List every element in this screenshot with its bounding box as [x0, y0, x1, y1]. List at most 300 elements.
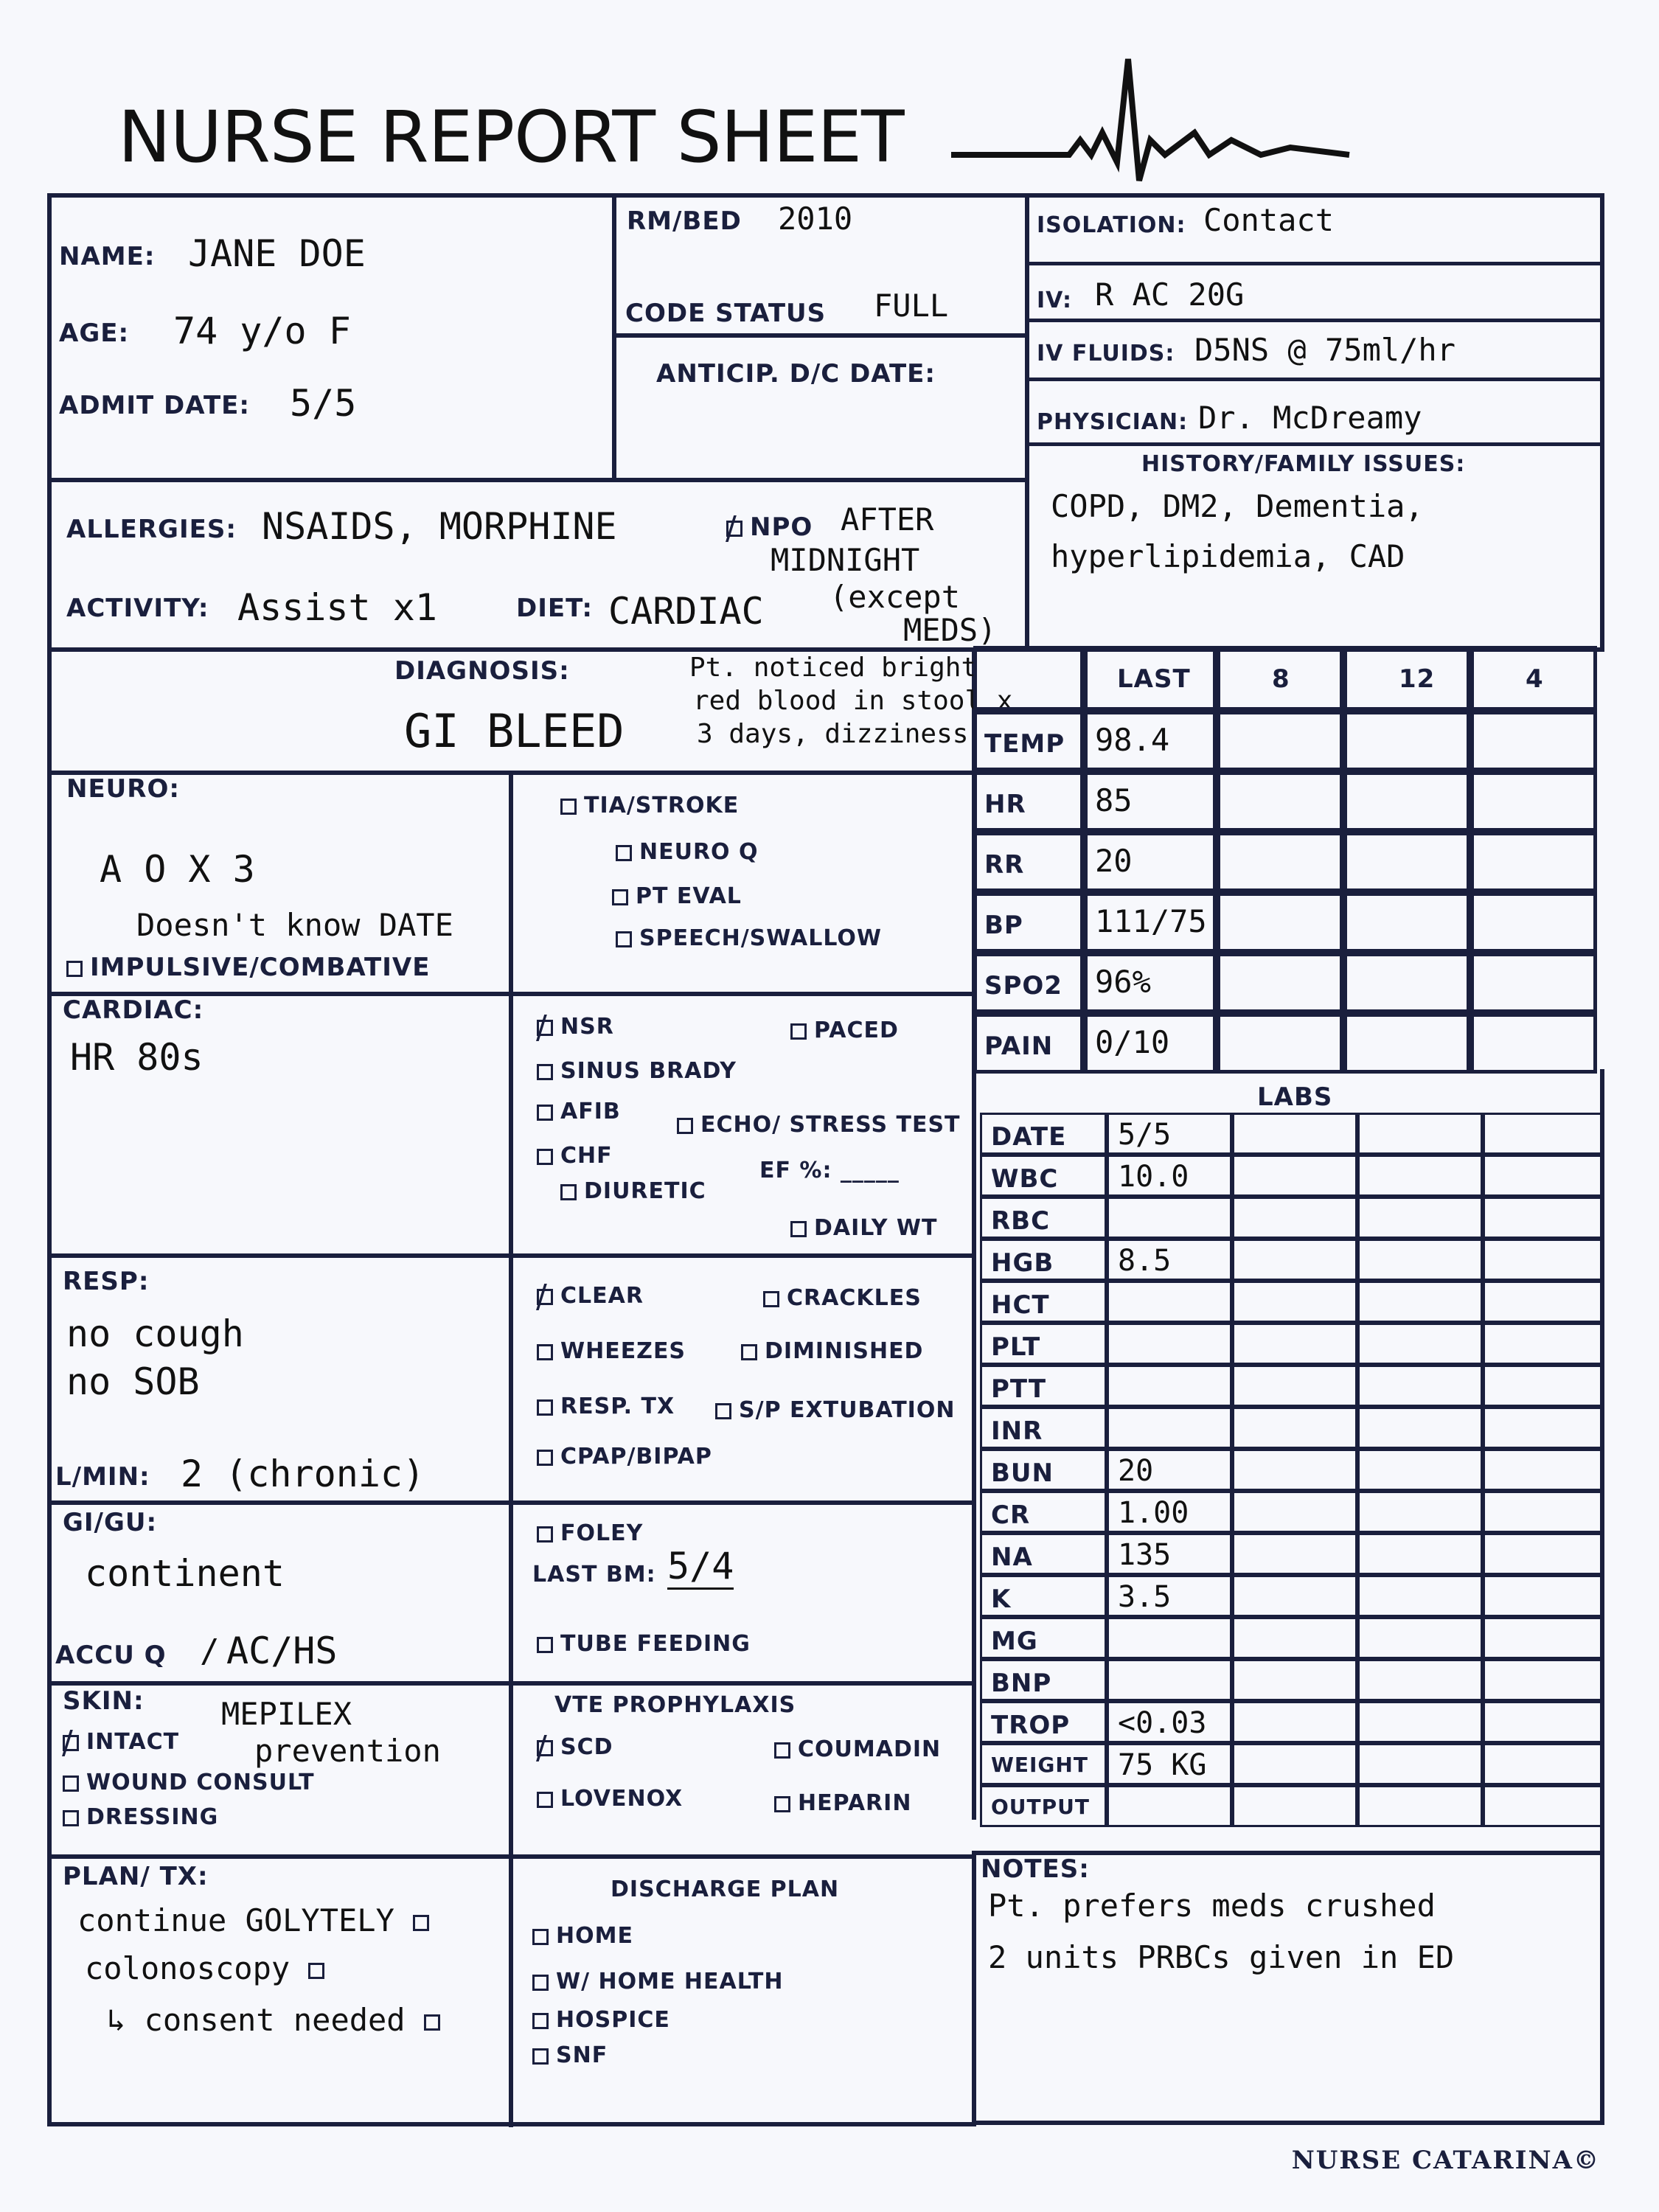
code-status-value[interactable]: FULL [874, 288, 949, 324]
home-health-checkbox[interactable] [532, 1969, 783, 1994]
vitals-entry-cell[interactable] [1343, 1013, 1470, 1074]
lab-value-cell[interactable] [1483, 1239, 1604, 1281]
lab-value-cell[interactable] [1107, 1533, 1232, 1575]
checkbox-icon [616, 845, 632, 861]
admit-date-label: ADMIT DATE: [59, 391, 250, 420]
npo-checkbox[interactable] [726, 512, 813, 542]
plan-line-2[interactable] [85, 1950, 332, 1986]
checkbox-icon [537, 1344, 553, 1360]
physician-value[interactable]: Dr. McDreamy [1198, 400, 1422, 436]
physician-label: PHYSICIAN: [1037, 409, 1189, 435]
lab-value-cell[interactable] [1357, 1533, 1483, 1575]
rm-bed-value[interactable]: 2010 [778, 201, 853, 237]
plan-line-1-text: continue GOLYTELY [77, 1902, 394, 1938]
checked-icon [537, 1020, 553, 1036]
lab-value-cell[interactable] [1232, 1533, 1357, 1575]
checkbox-icon [537, 1526, 553, 1543]
snf-label: SNF [556, 2042, 608, 2068]
activity-value[interactable]: Assist x1 [237, 586, 437, 629]
lab-row-label [980, 1323, 1107, 1365]
neuro-note-1[interactable]: A O X 3 [100, 848, 255, 891]
lab-row-label [980, 1113, 1107, 1155]
skin-note-1[interactable]: MEPILEX [221, 1696, 352, 1732]
cell-text: MG [991, 1627, 1038, 1656]
lab-value-cell[interactable] [1483, 1113, 1604, 1155]
iv-label: IV: [1037, 288, 1073, 313]
foley-checkbox[interactable] [537, 1520, 643, 1546]
checkbox-icon [537, 1399, 553, 1416]
checkbox-icon [532, 1975, 549, 1991]
vitals-header-cell [1217, 646, 1343, 711]
vitals-entry-cell[interactable] [1470, 953, 1597, 1013]
lab-value-cell[interactable] [1483, 1659, 1604, 1701]
cell-text: BP [984, 911, 1023, 940]
page-title: NURSE REPORT SHEET [118, 96, 904, 178]
cell-text: WBC [991, 1164, 1059, 1194]
lab-value-cell[interactable] [1483, 1533, 1604, 1575]
cell-text: PAIN [984, 1032, 1054, 1061]
checked-icon [63, 1735, 79, 1751]
afib-label: AFIB [560, 1099, 621, 1124]
lab-value-cell[interactable] [1107, 1785, 1232, 1827]
sinus-brady-checkbox[interactable] [537, 1058, 737, 1084]
vitals-entry-cell[interactable] [1343, 953, 1470, 1013]
cell-text: 4 [1526, 664, 1544, 694]
vitals-header-cell [1084, 646, 1217, 711]
lab-value-cell[interactable] [1357, 1617, 1483, 1659]
cell-text: K [991, 1585, 1012, 1614]
cell-text: 85 [1095, 782, 1133, 818]
diagnosis-label: DIAGNOSIS: [394, 656, 570, 686]
cell-text: CR [991, 1500, 1031, 1530]
vitals-entry-cell[interactable] [1343, 832, 1470, 892]
plan-line-2-text: colonoscopy [85, 1950, 291, 1986]
cell-text: 111/75 [1095, 903, 1207, 939]
checkbox-icon [424, 2014, 440, 2031]
cell-text: 0/10 [1095, 1024, 1170, 1060]
lab-row-label [980, 1365, 1107, 1407]
notes-line-2[interactable]: 2 units PRBCs given in ED [988, 1939, 1455, 1975]
lab-value-cell[interactable] [1357, 1113, 1483, 1155]
vitals-last-value[interactable] [1084, 711, 1217, 771]
lab-value-cell[interactable] [1483, 1743, 1604, 1785]
isolation-label: ISOLATION: [1037, 212, 1186, 238]
notes-line-1[interactable]: Pt. prefers meds crushed [988, 1888, 1436, 1924]
lab-value-cell[interactable] [1483, 1785, 1604, 1827]
age-value[interactable]: 74 y/o F [173, 310, 351, 352]
lab-value-cell[interactable] [1357, 1407, 1483, 1449]
iv-value[interactable]: R AC 20G [1095, 276, 1245, 313]
name-label: NAME: [59, 242, 156, 271]
echo-label: ECHO/ STRESS TEST [700, 1112, 961, 1138]
lab-value-cell[interactable] [1107, 1113, 1232, 1155]
cell-text: OUTPUT [991, 1795, 1090, 1819]
checkbox-icon [537, 1637, 553, 1653]
npo-note-4[interactable]: MEDS) [903, 612, 997, 648]
home-label: HOME [556, 1923, 633, 1949]
vitals-row-label [973, 711, 1084, 771]
age-label: AGE: [59, 319, 130, 348]
lab-value-cell[interactable] [1357, 1575, 1483, 1617]
cell-text: PTT [991, 1374, 1047, 1404]
name-value[interactable]: JANE DOE [188, 232, 366, 275]
iv-fluids-label: IV FLUIDS: [1037, 341, 1175, 366]
neuro-q-checkbox[interactable] [616, 839, 759, 865]
lab-value-cell[interactable] [1232, 1659, 1357, 1701]
chf-checkbox[interactable] [537, 1143, 613, 1169]
diagnosis-value[interactable]: GI BLEED [404, 704, 625, 758]
lab-value-cell[interactable] [1483, 1323, 1604, 1365]
impulsive-checkbox[interactable] [66, 953, 430, 982]
credit: NURSE CATARINA© [1291, 2146, 1600, 2175]
lab-value-cell[interactable] [1232, 1155, 1357, 1197]
tia-label: TIA/STROKE [584, 793, 740, 818]
diuretic-label: DIURETIC [584, 1178, 706, 1204]
lab-row-label [980, 1743, 1107, 1785]
lab-value-cell[interactable] [1232, 1323, 1357, 1365]
home-health-label: W/ HOME HEALTH [556, 1969, 784, 1994]
cell-text: LAST [1117, 664, 1191, 694]
history-line-2[interactable]: hyperlipidemia, CAD [1051, 538, 1405, 574]
checkbox-icon [616, 931, 632, 947]
lab-row-label [980, 1239, 1107, 1281]
vitals-entry-cell[interactable] [1217, 953, 1343, 1013]
gigu-note[interactable]: continent [85, 1552, 285, 1595]
cell-text: 135 [1118, 1538, 1172, 1572]
lab-value-cell[interactable] [1483, 1617, 1604, 1659]
cell-text: PLT [991, 1332, 1041, 1362]
cpap-checkbox[interactable] [537, 1444, 712, 1470]
isolation-value[interactable]: Contact [1203, 202, 1335, 238]
cell-text: BUN [991, 1458, 1054, 1488]
lab-value-cell[interactable] [1357, 1701, 1483, 1743]
vitals-entry-cell[interactable] [1470, 892, 1597, 953]
vitals-last-value[interactable] [1084, 953, 1217, 1013]
vitals-entry-cell[interactable] [1217, 1013, 1343, 1074]
diagnosis-note-2[interactable]: red blood in stool x [693, 686, 1013, 716]
lab-value-cell[interactable] [1483, 1491, 1604, 1533]
labs-title: LABS [1257, 1082, 1333, 1112]
skin-note-2[interactable]: prevention [254, 1733, 441, 1769]
checkbox-icon [763, 1291, 779, 1307]
vitals-entry-cell[interactable] [1470, 832, 1597, 892]
allergies-label: ALLERGIES: [66, 515, 237, 544]
last-bm-label: LAST BM: [532, 1562, 656, 1587]
vitals-entry-cell[interactable] [1470, 711, 1597, 771]
wheezes-label: WHEEZES [560, 1338, 686, 1364]
resp-note-2[interactable]: no SOB [66, 1360, 200, 1403]
intact-checkbox[interactable] [63, 1729, 179, 1755]
cell-text: HR [984, 790, 1026, 819]
lab-value-cell[interactable] [1232, 1113, 1357, 1155]
nsr-label: NSR [560, 1014, 614, 1040]
lab-value-cell[interactable] [1107, 1155, 1232, 1197]
neuro-note-2[interactable]: Doesn't know DATE [136, 907, 453, 943]
afib-checkbox[interactable] [537, 1099, 621, 1124]
checkbox-icon [532, 1929, 549, 1945]
checkbox-icon [532, 2013, 549, 2029]
lab-value-cell[interactable] [1232, 1575, 1357, 1617]
nsr-checkbox[interactable] [537, 1014, 614, 1040]
lab-value-cell[interactable] [1357, 1155, 1483, 1197]
checkbox-icon [560, 1184, 577, 1200]
lab-value-cell[interactable] [1232, 1407, 1357, 1449]
diuretic-checkbox[interactable] [560, 1178, 706, 1204]
admit-date-value[interactable]: 5/5 [290, 382, 357, 425]
speech-checkbox[interactable] [616, 925, 882, 951]
plan-label: PLAN/ TX: [63, 1862, 209, 1891]
accu-value[interactable] [203, 1630, 338, 1672]
diagnosis-note-3[interactable]: 3 days, dizziness [697, 719, 969, 749]
lab-row-label [980, 1701, 1107, 1743]
cell-text: NA [991, 1543, 1033, 1572]
cell-text: 8.5 [1118, 1244, 1172, 1278]
wheezes-checkbox[interactable] [537, 1338, 686, 1364]
home-checkbox[interactable] [532, 1923, 633, 1949]
chf-label: CHF [560, 1143, 613, 1169]
wound-consult-label: WOUND CONSULT [86, 1770, 315, 1795]
checkbox-icon [66, 961, 83, 977]
plan-line-1[interactable] [77, 1902, 437, 1938]
hospice-checkbox[interactable] [532, 2007, 670, 2033]
checkbox-icon [413, 1915, 429, 1931]
clear-checkbox[interactable] [537, 1283, 644, 1309]
lmin-value[interactable]: 2 (chronic) [181, 1453, 425, 1495]
vitals-last-value[interactable] [1084, 771, 1217, 832]
lab-value-cell[interactable] [1357, 1743, 1483, 1785]
scd-checkbox[interactable] [537, 1734, 613, 1760]
lab-row-label [980, 1491, 1107, 1533]
extubation-label: S/P EXTUBATION [739, 1397, 956, 1423]
diminished-label: DIMINISHED [765, 1338, 924, 1364]
lab-value-cell[interactable] [1357, 1449, 1483, 1491]
cell-text: 96% [1095, 964, 1151, 1000]
cell-text: 20 [1118, 1454, 1154, 1488]
lab-value-cell[interactable] [1357, 1491, 1483, 1533]
lab-value-cell[interactable] [1107, 1281, 1232, 1323]
cell-text: 5/5 [1118, 1118, 1172, 1152]
lab-row-label [980, 1281, 1107, 1323]
checked-icon [537, 1289, 553, 1305]
activity-label: ACTIVITY: [66, 594, 209, 623]
npo-note-2[interactable]: MIDNIGHT [771, 542, 920, 578]
lab-value-cell[interactable] [1232, 1365, 1357, 1407]
last-bm-value[interactable]: 5/4 [667, 1545, 734, 1590]
lovenox-checkbox[interactable] [537, 1786, 683, 1812]
vitals-entry-cell[interactable] [1343, 892, 1470, 953]
npo-note-3[interactable]: (except [830, 579, 961, 615]
lab-value-cell[interactable] [1107, 1701, 1232, 1743]
checkbox-icon [790, 1023, 807, 1040]
lab-value-cell[interactable] [1107, 1617, 1232, 1659]
vitals-last-value[interactable] [1084, 832, 1217, 892]
lab-value-cell[interactable] [1357, 1281, 1483, 1323]
checkbox-icon [537, 1105, 553, 1121]
accu-value-text: AC/HS [226, 1630, 338, 1672]
snf-checkbox[interactable] [532, 2042, 608, 2068]
cell-text: 75 KG [1118, 1748, 1207, 1782]
cell-text: <0.03 [1118, 1706, 1207, 1740]
checkbox-icon [741, 1344, 757, 1360]
history-line-1[interactable]: COPD, DM2, Dementia, [1051, 488, 1424, 524]
vitals-last-value[interactable] [1084, 892, 1217, 953]
lab-value-cell[interactable] [1483, 1407, 1604, 1449]
lab-value-cell[interactable] [1483, 1197, 1604, 1239]
checkbox-icon [532, 2048, 549, 2065]
diagnosis-note-1[interactable]: Pt. noticed bright [689, 653, 978, 683]
lab-value-cell[interactable] [1483, 1155, 1604, 1197]
vitals-header-cell [1470, 646, 1597, 711]
checkbox-icon [63, 1810, 79, 1826]
vitals-entry-cell[interactable] [1217, 892, 1343, 953]
vitals-row-label [973, 771, 1084, 832]
dc-date-label: ANTICIP. D/C DATE: [656, 359, 936, 389]
checkbox-icon [537, 1792, 553, 1808]
lmin-label: L/MIN: [55, 1462, 150, 1492]
discharge-plan-label: DISCHARGE PLAN [611, 1877, 840, 1902]
hospice-label: HOSPICE [556, 2007, 670, 2033]
cell-text: 12 [1399, 664, 1436, 694]
allergies-value[interactable]: NSAIDS, MORPHINE [262, 505, 617, 548]
cell-text: RBC [991, 1206, 1051, 1236]
heparin-checkbox[interactable] [774, 1790, 911, 1816]
lab-value-cell[interactable] [1357, 1365, 1483, 1407]
lab-value-cell[interactable] [1107, 1575, 1232, 1617]
lab-value-cell[interactable] [1357, 1197, 1483, 1239]
lab-value-cell[interactable] [1107, 1197, 1232, 1239]
pt-eval-checkbox[interactable] [612, 883, 742, 909]
lab-value-cell[interactable] [1232, 1743, 1357, 1785]
vitals-entry-cell[interactable] [1217, 771, 1343, 832]
lab-value-cell[interactable] [1483, 1575, 1604, 1617]
checkbox-icon [790, 1221, 807, 1237]
heparin-label: HEPARIN [798, 1790, 912, 1816]
lab-value-cell[interactable] [1483, 1281, 1604, 1323]
lab-value-cell[interactable] [1107, 1659, 1232, 1701]
vitals-entry-cell[interactable] [1343, 771, 1470, 832]
npo-label: NPO [750, 512, 813, 542]
rm-bed-label: RM/BED [627, 206, 742, 236]
lab-value-cell[interactable] [1357, 1785, 1483, 1827]
diminished-checkbox[interactable] [741, 1338, 923, 1364]
daily-wt-checkbox[interactable] [790, 1215, 937, 1241]
vitals-entry-cell[interactable] [1470, 1013, 1597, 1074]
cpap-label: CPAP/BIPAP [560, 1444, 712, 1470]
vitals-entry-cell[interactable] [1217, 832, 1343, 892]
lab-value-cell[interactable] [1357, 1239, 1483, 1281]
coumadin-label: COUMADIN [798, 1736, 942, 1762]
crackles-checkbox[interactable] [763, 1285, 922, 1311]
npo-note-1[interactable]: AFTER [841, 501, 934, 538]
clear-label: CLEAR [560, 1283, 644, 1309]
cell-text: 1.00 [1118, 1496, 1189, 1530]
ef-field[interactable]: EF %: _____ [759, 1158, 900, 1183]
echo-checkbox[interactable] [677, 1112, 961, 1138]
lab-value-cell[interactable] [1232, 1491, 1357, 1533]
cell-text: TROP [991, 1711, 1071, 1740]
lab-value-cell[interactable] [1357, 1659, 1483, 1701]
vitals-header-cell [973, 646, 1084, 711]
checkbox-icon [537, 1064, 553, 1080]
code-status-label: CODE STATUS [625, 299, 827, 328]
speech-label: SPEECH/SWALLOW [639, 925, 882, 951]
checkbox-icon [308, 1963, 324, 1979]
lab-value-cell[interactable] [1107, 1407, 1232, 1449]
vitals-last-value[interactable] [1084, 1013, 1217, 1074]
vitals-entry-cell[interactable] [1470, 771, 1597, 832]
plan-line-3-text: consent needed [144, 2002, 406, 2038]
lab-value-cell[interactable] [1107, 1743, 1232, 1785]
lab-value-cell[interactable] [1232, 1449, 1357, 1491]
iv-fluids-value[interactable]: D5NS @ 75ml/hr [1194, 332, 1456, 368]
diet-value[interactable]: CARDIAC [608, 590, 764, 633]
lab-value-cell[interactable] [1107, 1323, 1232, 1365]
checkbox-icon [560, 799, 577, 815]
tia-checkbox[interactable] [560, 793, 739, 818]
extubation-checkbox[interactable] [715, 1397, 955, 1423]
npo-checked-icon [726, 521, 742, 537]
cell-text: 3.5 [1118, 1580, 1172, 1614]
cell-text: SPO2 [984, 971, 1062, 1001]
checkbox-icon [537, 1149, 553, 1165]
dressing-checkbox[interactable] [63, 1804, 218, 1830]
lab-value-cell[interactable] [1232, 1281, 1357, 1323]
lab-value-cell[interactable] [1107, 1239, 1232, 1281]
tube-feeding-label: TUBE FEEDING [560, 1631, 751, 1657]
tube-feeding-checkbox[interactable] [537, 1631, 751, 1657]
neuro-q-label: NEURO Q [639, 839, 759, 865]
lab-value-cell[interactable] [1232, 1239, 1357, 1281]
impulsive-label: IMPULSIVE/COMBATIVE [90, 953, 431, 982]
lab-row-label [980, 1197, 1107, 1239]
lab-value-cell[interactable] [1107, 1491, 1232, 1533]
vitals-table [975, 647, 1603, 1071]
ekg-line-icon [951, 52, 1357, 184]
paced-checkbox[interactable] [790, 1018, 899, 1043]
lab-value-cell[interactable] [1483, 1449, 1604, 1491]
cell-text: 20 [1095, 843, 1133, 879]
coumadin-checkbox[interactable] [774, 1736, 941, 1762]
lab-value-cell[interactable] [1483, 1365, 1604, 1407]
cell-text: HGB [991, 1248, 1054, 1278]
resp-note-1[interactable]: no cough [66, 1312, 244, 1355]
dressing-label: DRESSING [86, 1804, 219, 1830]
lab-row-label [980, 1785, 1107, 1827]
lab-value-cell[interactable] [1232, 1197, 1357, 1239]
wound-consult-checkbox[interactable] [63, 1770, 315, 1795]
checkbox-icon [537, 1450, 553, 1466]
resp-label: RESP: [63, 1267, 150, 1296]
lab-row-label [980, 1407, 1107, 1449]
lab-row-label [980, 1449, 1107, 1491]
lab-value-cell[interactable] [1232, 1701, 1357, 1743]
plan-line-3[interactable] [107, 2002, 448, 2038]
lab-value-cell[interactable] [1232, 1617, 1357, 1659]
notes-label: NOTES: [981, 1854, 1090, 1884]
vitals-entry-cell[interactable] [1343, 711, 1470, 771]
lab-value-cell[interactable] [1232, 1785, 1357, 1827]
checkbox-icon [677, 1118, 693, 1134]
pt-eval-label: PT EVAL [636, 883, 742, 909]
resp-tx-checkbox[interactable] [537, 1394, 675, 1419]
vitals-entry-cell[interactable] [1217, 711, 1343, 771]
lab-value-cell[interactable] [1357, 1323, 1483, 1365]
cardiac-note[interactable]: HR 80s [70, 1036, 204, 1079]
lab-value-cell[interactable] [1107, 1449, 1232, 1491]
lab-row-label [980, 1659, 1107, 1701]
lab-value-cell[interactable] [1107, 1365, 1232, 1407]
lab-value-cell[interactable] [1483, 1701, 1604, 1743]
